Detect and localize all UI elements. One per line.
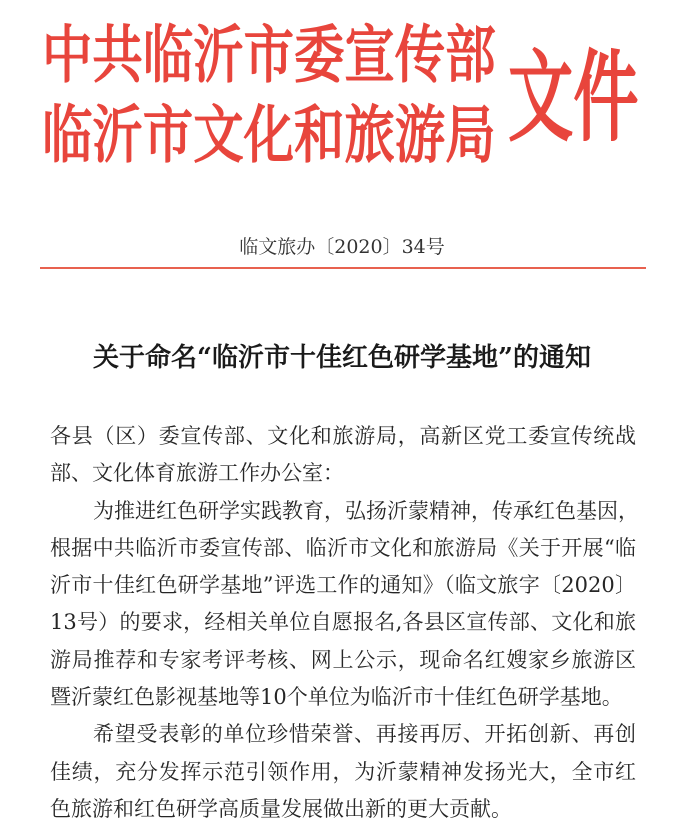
body-line: 暨沂蒙红色影视基地等10个单位为临沂市十佳红色研学基地。 [50,685,623,710]
issuer-line-1: 中共临沂市委宣传部 [42,19,496,93]
body-line: 希望受表彰的单位珍惜荣誉、再接再厉、开拓创新、再创 [93,722,636,747]
body-line: 根据中共临沂市委宣传部、临沂市文化和旅游局《关于开展“临 [50,535,636,560]
issuer-line-2: 临沂市文化和旅游局 [42,99,496,173]
body-line: 沂市十佳红色研学基地”评选工作的通知》（临文旅字〔2020〕 [50,573,636,598]
body-line: 色旅游和红色研学高质量发展做出新的更大贡献。 [50,796,512,821]
red-divider [40,267,646,269]
body-line: 为推进红色研学实践教育，弘扬沂蒙精神，传承红色基因， [93,498,639,523]
document-number: 临文旅办〔2020〕34号 [239,236,445,258]
body-line: 13号）的要求，经相关单位自愿报名,各县区宣传部、文化和旅 [50,610,636,635]
body-line: 部、文化体育旅游工作办公室： [50,461,344,486]
body-line: 各县（区）委宣传部、文化和旅游局，高新区党工委宣传统战 [50,424,636,448]
document-type: 文件 [508,41,639,157]
body-line: 游局推荐和专家考评考核、网上公示，现命名红嫂家乡旅游区 [50,647,636,672]
body-line: 佳绩，充分发挥示范引领作用，为沂蒙精神发扬光大，全市红 [50,759,636,784]
document-body [50,418,639,828]
page-title: 关于命名“临沂市十佳红色研学基地”的通知 [93,343,591,373]
